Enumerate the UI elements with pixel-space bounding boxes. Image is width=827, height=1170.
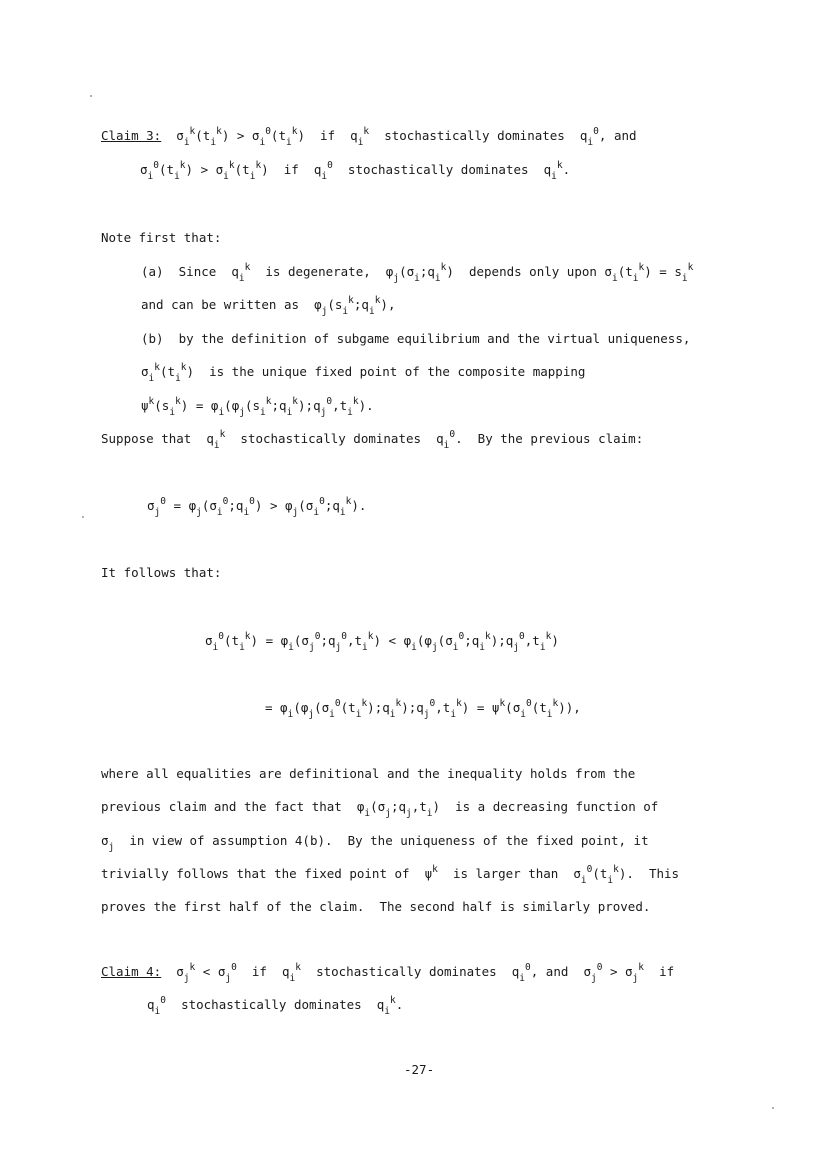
scan-speck: [82, 516, 84, 518]
claim4-line2: $q_i^0$ stochastically dominates $q_i^k$.: [147, 995, 404, 1017]
note-a-line1: (a) Since $q_i^k$ is degenerate, $\varphi_j(\sigma_i;q_i^k)$ depends only upon $\sigma_i(t_i^k) = s_i^k$: [141, 262, 694, 284]
equation-chain-1: $\sigma_i^0(t_i^k)$ = $\varphi_i(\sigma_j^0;q_j^0,t_i^k)$ < $\varphi_i(\varphi_j(\sigma_i^0;q_i^k);q_j^0,t_i^k)$: [205, 631, 559, 653]
para-line5: proves the first half of the claim. The second half is similarly proved.: [101, 899, 651, 914]
equation-chain-2: = $\varphi_i(\varphi_j(\sigma_i^0(t_i^k);q_i^k);q_j^0,t_i^k) = \psi^k(\sigma_i^0(t_i^k))$,: [265, 698, 581, 720]
para-line4: trivially follows that the fixed point of $\psi^k$ is larger than $\sigma_i^0(t_i^k)$. This: [101, 864, 680, 886]
claim4-label: Claim 4:: [101, 964, 162, 979]
note-b-mapping: $\psi^k(s_i^k)$ = $\varphi_i(\varphi_j(s_i^k;q_i^k);q_j^0,t_i^k)$.: [141, 396, 374, 418]
claim4-line1: Claim 4: $\sigma_j^k < \sigma_j^0$ if $q_i^k$ stochastically dominates $q_i^0$, and $\sigma_j^0 > \sigma_j^k$ if: [101, 962, 675, 984]
note-b-line2: $\sigma_i^k(t_i^k)$ is the unique fixed point of the composite mapping: [141, 362, 586, 384]
follows-heading: It follows that:: [101, 565, 222, 580]
claim3-ineq1: $\sigma_i^k(t_i^k) > \sigma_i^0(t_i^k)$: [176, 126, 305, 148]
claim3-line1: Claim 3: $\sigma_i^k(t_i^k) > \sigma_i^0(t_i^k)$ if $q_i^k$ stochastically dominates $q_i^0$, and: [101, 126, 637, 148]
equation-sigma-j: $\sigma_j^0$ = $\varphi_j(\sigma_i^0;q_i^0)$ > $\varphi_j(\sigma_i^0;q_i^k)$.: [147, 496, 367, 518]
claim3-label: Claim 3:: [101, 128, 162, 143]
para-line3: $\sigma_j$ in view of assumption 4(b). By the uniqueness of the fixed point, it: [101, 833, 649, 853]
para-line2: previous claim and the fact that $\varphi_i(\sigma_j;q_j,t_i)$ is a decreasing function of: [101, 799, 659, 819]
suppose-line: Suppose that $q_i^k$ stochastically dominates $q_i^0$. By the previous claim:: [101, 429, 644, 451]
note-b-line1: (b) by the definition of subgame equilibrium and the virtual uniqueness,: [141, 331, 691, 346]
note-a-line2: and can be written as $\varphi_j(s_i^k;q_i^k)$,: [141, 295, 396, 317]
claim3-line2: $\sigma_i^0(t_i^k) > \sigma_i^k(t_i^k)$ if $q_i^0$ stochastically dominates $q_i^k$.: [140, 160, 571, 182]
scan-speck: [90, 95, 92, 97]
page-number: -27-: [404, 1062, 435, 1077]
para-line1: where all equalities are definitional and the inequality holds from the: [101, 766, 636, 781]
note-heading: Note first that:: [101, 230, 222, 245]
scan-speck: [772, 1107, 774, 1109]
